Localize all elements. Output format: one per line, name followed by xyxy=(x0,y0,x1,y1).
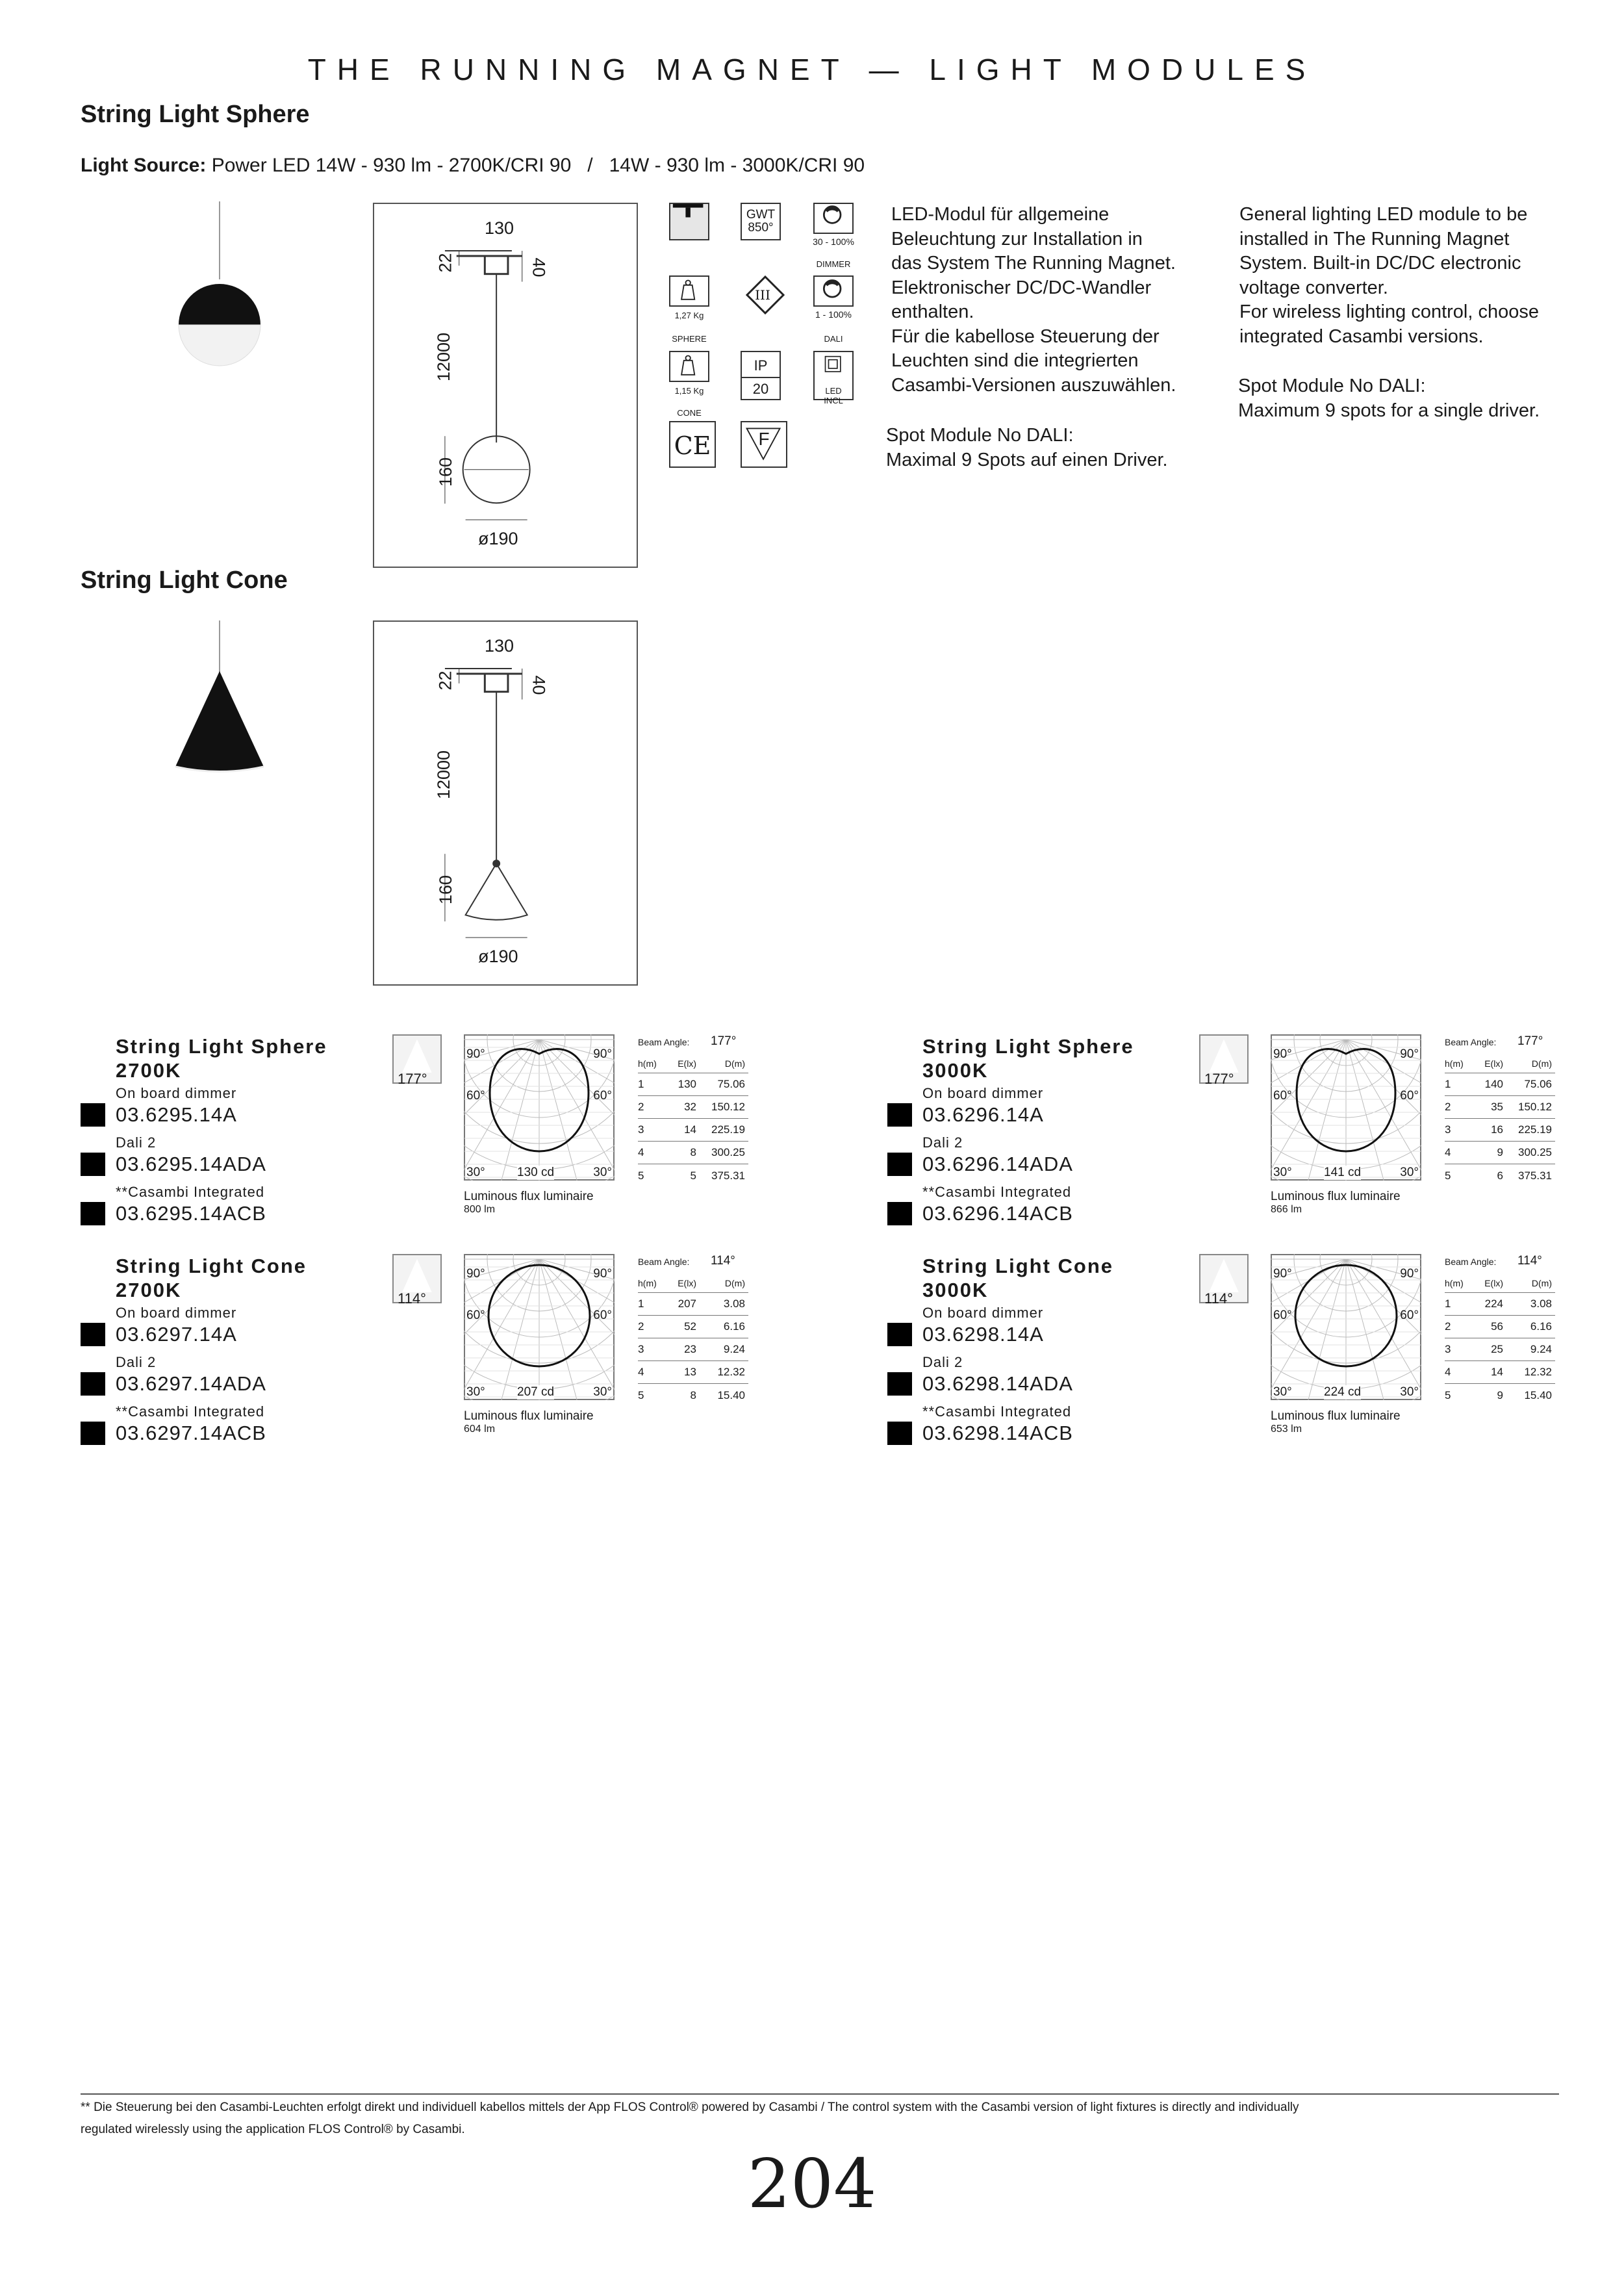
cone-weight-label: CONE xyxy=(677,408,702,418)
cell: h(m) xyxy=(638,1277,657,1288)
cell: 150.12 xyxy=(1518,1101,1552,1113)
dali-icon xyxy=(813,275,854,307)
cell: 3 xyxy=(638,1123,644,1136)
polar-label: 90° xyxy=(1400,1267,1419,1281)
polar-diagram xyxy=(464,1034,615,1181)
polar-label: 30° xyxy=(1273,1385,1292,1399)
cell: 5 xyxy=(1445,1169,1451,1182)
photometric-table xyxy=(638,1034,748,1187)
cell: 653 lm xyxy=(1271,1424,1302,1435)
polar-label: 30° xyxy=(466,1166,485,1179)
polar-label: 90° xyxy=(1273,1267,1292,1281)
article-code: 03.6298.14A xyxy=(922,1323,1044,1346)
cell: 5 xyxy=(638,1169,644,1182)
table-row xyxy=(1445,1096,1555,1119)
cell: 866 lm xyxy=(1271,1204,1302,1215)
cell: 35 xyxy=(1491,1101,1503,1113)
candela-value: 130 cd xyxy=(517,1166,555,1179)
polar-label: 30° xyxy=(593,1166,612,1179)
cell: 75.06 xyxy=(1524,1078,1552,1090)
sphere-weight-icon xyxy=(669,275,709,307)
polar-diagram xyxy=(1271,1034,1421,1181)
variant-label: Dali 2 xyxy=(116,1354,157,1370)
cell: 4 xyxy=(1445,1366,1451,1378)
cell: 9 xyxy=(1497,1388,1503,1401)
cone-dim-width: 130 xyxy=(485,636,514,656)
cell: 56 xyxy=(1491,1320,1503,1333)
cell: 2700K xyxy=(116,1059,182,1082)
cell: h(m) xyxy=(638,1058,657,1069)
dali-label: DALI xyxy=(824,334,843,344)
cell: 12.32 xyxy=(1524,1366,1552,1378)
cone-weight: 1,15 Kg xyxy=(674,386,704,396)
color-swatch xyxy=(887,1202,912,1225)
cell: 75.06 xyxy=(717,1078,745,1090)
cell: 3 xyxy=(638,1343,644,1355)
sphere-heading: String Light Sphere xyxy=(81,101,310,128)
cell: String Light Sphere xyxy=(116,1035,327,1058)
luminous-flux xyxy=(464,1190,594,1216)
variant-label: **Casambi Integrated xyxy=(116,1403,265,1420)
track-icon xyxy=(669,203,709,240)
cell: 800 lm xyxy=(464,1204,496,1215)
cell: 9.24 xyxy=(723,1343,745,1355)
article-code: 03.6296.14A xyxy=(922,1103,1044,1126)
cell: 52 xyxy=(684,1320,696,1333)
variant-label: On board dimmer xyxy=(922,1305,1044,1321)
polar-label: 60° xyxy=(593,1309,612,1322)
cell: 207 xyxy=(678,1297,696,1310)
photometric-table xyxy=(638,1254,748,1407)
cell: 4 xyxy=(638,1146,644,1158)
table-row xyxy=(638,1316,748,1338)
cell: 300.25 xyxy=(1518,1146,1552,1158)
cell: 9.24 xyxy=(1530,1343,1552,1355)
polar-label: 90° xyxy=(466,1047,485,1061)
cell: 6.16 xyxy=(1530,1320,1552,1333)
table-row xyxy=(638,1096,748,1119)
cell: 6 xyxy=(1497,1169,1503,1182)
beam-angle-label: Beam Angle: xyxy=(1445,1257,1497,1267)
polar-label: 90° xyxy=(593,1047,612,1061)
dimmer-range: 30 - 100% xyxy=(813,236,854,247)
table-row xyxy=(1445,1073,1555,1096)
cell: 3 xyxy=(1445,1343,1451,1355)
cell: 1 xyxy=(1445,1297,1451,1310)
page-number: 204 xyxy=(747,2144,877,2223)
gwt-icon: GWT 850° xyxy=(741,203,781,240)
cell: 16 xyxy=(1491,1123,1503,1136)
beam-angle-header-value: 114° xyxy=(1517,1254,1542,1268)
cell: D(m) xyxy=(1531,1277,1552,1288)
cell: 2700K xyxy=(116,1279,182,1301)
cell: h(m) xyxy=(1445,1058,1464,1069)
cell: E(lx) xyxy=(678,1277,696,1288)
cell: 150.12 xyxy=(711,1101,745,1113)
cell: 5 xyxy=(690,1169,696,1182)
description-german: LED-Modul für allgemeine Beleuchtung zur Installation in das System The Running Magnet. Elektronischer DC/DC-Wandler enthalten. Für die kabellose Steuerung der Leuchten sind die integrierten Casambi-Versionen auszuwählen. xyxy=(891,204,1176,396)
cell: 1 xyxy=(638,1297,644,1310)
article-code: 03.6295.14ACB xyxy=(116,1202,266,1225)
polar-diagram xyxy=(464,1254,615,1400)
product-block xyxy=(887,1034,1624,1249)
cell: h(m) xyxy=(1445,1277,1464,1288)
table-row xyxy=(1445,1119,1555,1142)
variant-label: On board dimmer xyxy=(116,1305,237,1321)
ce-mark-icon: CE xyxy=(669,421,716,468)
color-swatch xyxy=(887,1103,912,1127)
cell: 375.31 xyxy=(1518,1169,1552,1182)
photometric-table xyxy=(1445,1034,1555,1187)
cell: 8 xyxy=(690,1388,696,1401)
beam-angle-value: 177° xyxy=(398,1071,427,1087)
spot-module-english: Spot Module No DALI: Maximum 9 spots for a single driver. xyxy=(1238,376,1540,421)
cone-dim-diameter: ø190 xyxy=(478,947,518,966)
beam-angle-header-value: 114° xyxy=(711,1254,735,1268)
sphere-weight: 1,27 Kg xyxy=(674,311,704,320)
polar-label: 90° xyxy=(593,1267,612,1281)
cell: E(lx) xyxy=(1484,1058,1503,1069)
sphere-dim-body-h: 160 xyxy=(436,457,456,487)
cell: 5 xyxy=(1445,1388,1451,1401)
cell: 3.08 xyxy=(723,1297,745,1310)
table-header xyxy=(638,1273,748,1293)
cell: 14 xyxy=(684,1123,696,1136)
article-code: 03.6297.14ACB xyxy=(116,1422,266,1444)
cell: 32 xyxy=(684,1101,696,1113)
cell: String Light Sphere xyxy=(922,1035,1134,1058)
product-block xyxy=(81,1254,860,1468)
f-mark-icon: F xyxy=(741,421,787,468)
cone-weight-icon xyxy=(669,351,709,382)
product-block xyxy=(887,1254,1624,1468)
color-swatch xyxy=(887,1323,912,1346)
product-name xyxy=(116,1254,307,1302)
table-row xyxy=(638,1338,748,1361)
polar-label: 30° xyxy=(1273,1166,1292,1179)
cell: 300.25 xyxy=(711,1146,745,1158)
cell: E(lx) xyxy=(678,1058,696,1069)
cell: 225.19 xyxy=(1518,1123,1552,1136)
product-block xyxy=(81,1034,860,1249)
cell: Luminous flux luminaire xyxy=(464,1190,594,1203)
color-swatch xyxy=(887,1422,912,1445)
cell: 3.08 xyxy=(1530,1297,1552,1310)
cell: 224 xyxy=(1484,1297,1503,1310)
dimmer-label: DIMMER xyxy=(816,259,851,269)
variant-label: On board dimmer xyxy=(922,1085,1044,1101)
cone-lamp-image xyxy=(149,620,289,776)
cell: Luminous flux luminaire xyxy=(464,1409,594,1423)
light-source-value: Power LED 14W - 930 lm - 2700K/CRI 90 / 14W - 930 lm - 3000K/CRI 90 xyxy=(211,155,865,176)
table-row xyxy=(638,1164,748,1187)
variant-label: Dali 2 xyxy=(116,1134,157,1151)
cell: 2 xyxy=(638,1320,644,1333)
cone-dim-cable: 12000 xyxy=(434,750,454,800)
color-swatch xyxy=(887,1153,912,1176)
polar-label: 60° xyxy=(1273,1309,1292,1322)
variant-label: **Casambi Integrated xyxy=(922,1403,1072,1420)
beam-angle-header-value: 177° xyxy=(1517,1034,1543,1048)
cell: 5 xyxy=(638,1388,644,1401)
table-header xyxy=(638,1054,748,1073)
cell: 6.16 xyxy=(723,1320,745,1333)
beam-angle-header-value: 177° xyxy=(711,1034,737,1048)
color-swatch xyxy=(81,1372,105,1396)
ip-rating-icon: IP 20 xyxy=(741,351,781,400)
polar-label: 90° xyxy=(1400,1047,1419,1061)
cell: 2 xyxy=(638,1101,644,1113)
polar-label: 60° xyxy=(1400,1089,1419,1103)
cell: 3000K xyxy=(922,1059,989,1082)
polar-label: 60° xyxy=(593,1089,612,1103)
polar-label: 30° xyxy=(1400,1385,1419,1399)
cell: 15.40 xyxy=(717,1388,745,1401)
cell: Luminous flux luminaire xyxy=(1271,1190,1401,1203)
light-source-label: Light Source: xyxy=(81,155,207,176)
cell: 2 xyxy=(1445,1101,1451,1113)
article-code: 03.6296.14ACB xyxy=(922,1202,1073,1225)
sphere-dim-width: 130 xyxy=(485,218,514,238)
sphere-dimension-drawing xyxy=(373,203,638,568)
cell: D(m) xyxy=(1531,1058,1552,1069)
photometric-table xyxy=(1445,1254,1555,1407)
color-swatch xyxy=(81,1323,105,1346)
luminous-flux xyxy=(1271,1410,1401,1436)
cell: 130 xyxy=(678,1078,696,1090)
candela-value: 224 cd xyxy=(1324,1385,1362,1399)
article-code: 03.6296.14ADA xyxy=(922,1153,1073,1175)
sphere-dim-cable: 12000 xyxy=(434,332,454,382)
table-header xyxy=(1445,1273,1555,1293)
table-row xyxy=(1445,1164,1555,1187)
cell: D(m) xyxy=(724,1277,745,1288)
cell: 23 xyxy=(684,1343,696,1355)
table-row xyxy=(1445,1316,1555,1338)
cone-dimension-drawing xyxy=(373,620,638,986)
dali-range: 1 - 100% xyxy=(815,309,852,320)
cell: 15.40 xyxy=(1524,1388,1552,1401)
cell: String Light Cone xyxy=(922,1255,1114,1277)
cell: 4 xyxy=(1445,1146,1451,1158)
cell: Luminous flux luminaire xyxy=(1271,1409,1401,1423)
sphere-lamp-image xyxy=(149,201,289,370)
description-english: General lighting LED module to be installed in The Running Magnet System. Built-in DC/DC electronic voltage converter. For wireless lighting control, choose integrated Casambi versions. xyxy=(1239,204,1539,347)
luminous-flux xyxy=(464,1410,594,1436)
polar-diagram xyxy=(1271,1254,1421,1400)
sphere-dim-top-h: 22 xyxy=(435,253,455,273)
article-code: 03.6298.14ADA xyxy=(922,1372,1073,1395)
polar-label: 90° xyxy=(1273,1047,1292,1061)
cell: 14 xyxy=(1491,1366,1503,1378)
table-row xyxy=(1445,1142,1555,1164)
cell: 3000K xyxy=(922,1279,989,1301)
polar-label: 30° xyxy=(1400,1166,1419,1179)
cell: 225.19 xyxy=(711,1123,745,1136)
cell: 9 xyxy=(1497,1146,1503,1158)
cell: 25 xyxy=(1491,1343,1503,1355)
footnote: ** Die Steuerung bei den Casambi-Leuchten erfolgt direkt und individuell kabellos mittels der App FLOS Control® powered by Casambi / The control system with the Casambi version of light fixtures is directly and individually regulated wirelessly using the application FLOS Control® by Casambi. xyxy=(81,2101,1299,2136)
table-row xyxy=(638,1293,748,1316)
color-swatch xyxy=(81,1202,105,1225)
candela-value: 141 cd xyxy=(1324,1166,1362,1179)
page-header-title: THE RUNNING MAGNET — LIGHT MODULES xyxy=(307,53,1317,86)
article-code: 03.6298.14ACB xyxy=(922,1422,1073,1444)
sphere-dim-top-h2: 40 xyxy=(529,257,549,277)
color-swatch xyxy=(81,1422,105,1445)
sphere-weight-label: SPHERE xyxy=(672,334,707,344)
product-name xyxy=(116,1034,327,1082)
polar-label: 30° xyxy=(593,1385,612,1399)
cone-dim-body-h: 160 xyxy=(436,875,456,905)
spot-module-german: Spot Module No DALI: Maximal 9 Spots auf einen Driver. xyxy=(886,425,1168,470)
cell: 1 xyxy=(638,1078,644,1090)
beam-angle-label: Beam Angle: xyxy=(638,1257,690,1267)
polar-label: 30° xyxy=(466,1385,485,1399)
table-row xyxy=(1445,1384,1555,1407)
variant-label: Dali 2 xyxy=(922,1134,963,1151)
table-row xyxy=(638,1361,748,1384)
article-code: 03.6297.14A xyxy=(116,1323,237,1346)
color-swatch xyxy=(81,1153,105,1176)
table-row xyxy=(638,1142,748,1164)
candela-value: 207 cd xyxy=(517,1385,555,1399)
cone-dim-top-h2: 40 xyxy=(529,675,549,695)
light-source-line xyxy=(81,155,865,177)
cell: 140 xyxy=(1484,1078,1503,1090)
cell: 3 xyxy=(1445,1123,1451,1136)
cell: 604 lm xyxy=(464,1424,496,1435)
article-code: 03.6297.14ADA xyxy=(116,1372,266,1395)
cell: 1 xyxy=(1445,1078,1451,1090)
sphere-dim-diameter: ø190 xyxy=(478,529,518,548)
polar-label: 60° xyxy=(1273,1089,1292,1103)
product-name xyxy=(922,1034,1134,1082)
cell: 13 xyxy=(684,1366,696,1378)
cell: E(lx) xyxy=(1484,1277,1503,1288)
cell: 2 xyxy=(1445,1320,1451,1333)
color-swatch xyxy=(887,1372,912,1396)
polar-label: 60° xyxy=(1400,1309,1419,1322)
footnote-divider xyxy=(81,2093,1559,2095)
dimmer-icon xyxy=(813,203,854,234)
cell: 12.32 xyxy=(717,1366,745,1378)
cell: 4 xyxy=(638,1366,644,1378)
beam-angle-label: Beam Angle: xyxy=(1445,1037,1497,1047)
cone-heading: String Light Cone xyxy=(81,567,288,594)
table-row xyxy=(638,1119,748,1142)
beam-angle-value: 114° xyxy=(398,1290,426,1307)
variant-label: **Casambi Integrated xyxy=(116,1184,265,1200)
cell: String Light Cone xyxy=(116,1255,307,1277)
variant-label: Dali 2 xyxy=(922,1354,963,1370)
table-header xyxy=(1445,1054,1555,1073)
cell: D(m) xyxy=(724,1058,745,1069)
luminous-flux xyxy=(1271,1190,1401,1216)
cell: 8 xyxy=(690,1146,696,1158)
polar-label: 60° xyxy=(466,1089,485,1103)
beam-angle-value: 177° xyxy=(1204,1071,1234,1087)
table-row xyxy=(1445,1338,1555,1361)
product-name xyxy=(922,1254,1113,1302)
color-swatch xyxy=(81,1103,105,1127)
table-row xyxy=(638,1073,748,1096)
polar-label: 90° xyxy=(466,1267,485,1281)
beam-angle-label: Beam Angle: xyxy=(638,1037,690,1047)
polar-label: 60° xyxy=(466,1309,485,1322)
cell: 375.31 xyxy=(711,1169,745,1182)
article-code: 03.6295.14A xyxy=(116,1103,237,1126)
variant-label: **Casambi Integrated xyxy=(922,1184,1072,1200)
beam-angle-value: 114° xyxy=(1204,1290,1233,1307)
table-row xyxy=(1445,1361,1555,1384)
cone-dim-top-h: 22 xyxy=(435,671,455,691)
table-row xyxy=(1445,1293,1555,1316)
class-three-icon: III xyxy=(746,275,780,309)
table-row xyxy=(638,1384,748,1407)
variant-label: On board dimmer xyxy=(116,1085,237,1101)
led-incl-icon: LED INCL xyxy=(813,351,854,400)
spec-icons xyxy=(669,203,870,476)
article-code: 03.6295.14ADA xyxy=(116,1153,266,1175)
